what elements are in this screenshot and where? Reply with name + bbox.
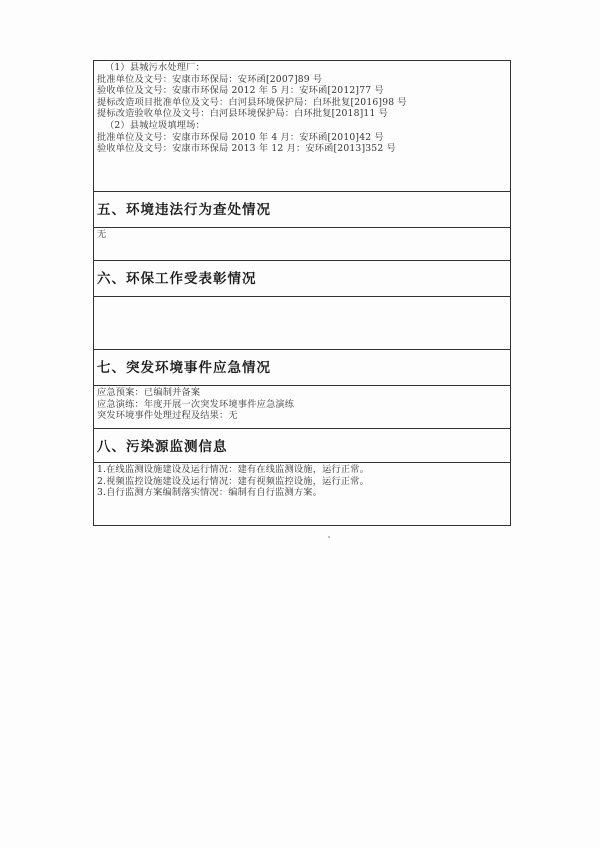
text-line: 批准单位及文号：安康市环保局 2010 年 4 月：安环函[2010]42 号 [97, 131, 384, 143]
section-heading: 六、环保工作受表彰情况 [94, 261, 511, 297]
text-line: （1）县城污水处理厂： [105, 62, 205, 73]
section-body [94, 463, 511, 526]
table-row [94, 261, 511, 297]
section-heading: 八、污染源监测信息 [94, 429, 511, 463]
section-body [94, 228, 511, 261]
text-line: 验收单位及文号：安康市环保局 2012 年 5 月：安环函[2012]77 号 [97, 85, 384, 97]
text-line: （2）县城垃圾填埋场： [105, 119, 205, 131]
table-row [94, 61, 511, 192]
section-body [94, 297, 511, 350]
section-heading: 七、突发环境事件应急情况 [94, 350, 511, 386]
section-body [94, 386, 511, 429]
table-row [94, 463, 511, 526]
table-row [94, 386, 511, 429]
info-table [93, 60, 511, 526]
table-row [94, 350, 511, 386]
text-line: 验收单位及文号：安康市环保局 2013 年 12 月：安环函[2013]352 号 [97, 143, 396, 155]
text-line: 应急演练：年度开展一次突发环境事件应急演练 [97, 398, 295, 410]
table-row [94, 228, 511, 261]
text-line: 无 [97, 229, 107, 240]
text-line: 应急预案：已编制并备案 [97, 387, 201, 398]
text-line: 1.在线监测设施建设及运行情况：建有在线监测设施，运行正常。 [97, 464, 370, 475]
table-row [94, 297, 511, 350]
text-line: 提标改造验收单位及文号：白河县环境保护局：白环批复[2018]11 号 [97, 108, 389, 120]
approval-info-cell [94, 61, 511, 192]
text-line: 提标改造项目批准单位及文号：白河县环境保护局：白环批复[2016]98 号 [97, 96, 407, 108]
text-line: 批准单位及文号：安康市环保局：安环函[2007]89 号 [97, 73, 323, 85]
text-line: 突发环境事件处理过程及结果：无 [97, 410, 238, 422]
scan-speck [328, 536, 330, 538]
text-line: 3.自行监测方案编制落实情况：编制有自行监测方案。 [97, 487, 323, 499]
table-row [94, 429, 511, 463]
text-line: 2.视频监控设施建设及运行情况：建有视频监控设施，运行正常。 [97, 475, 370, 487]
section-heading: 五、环境违法行为查处情况 [94, 192, 511, 228]
table-row [94, 192, 511, 228]
